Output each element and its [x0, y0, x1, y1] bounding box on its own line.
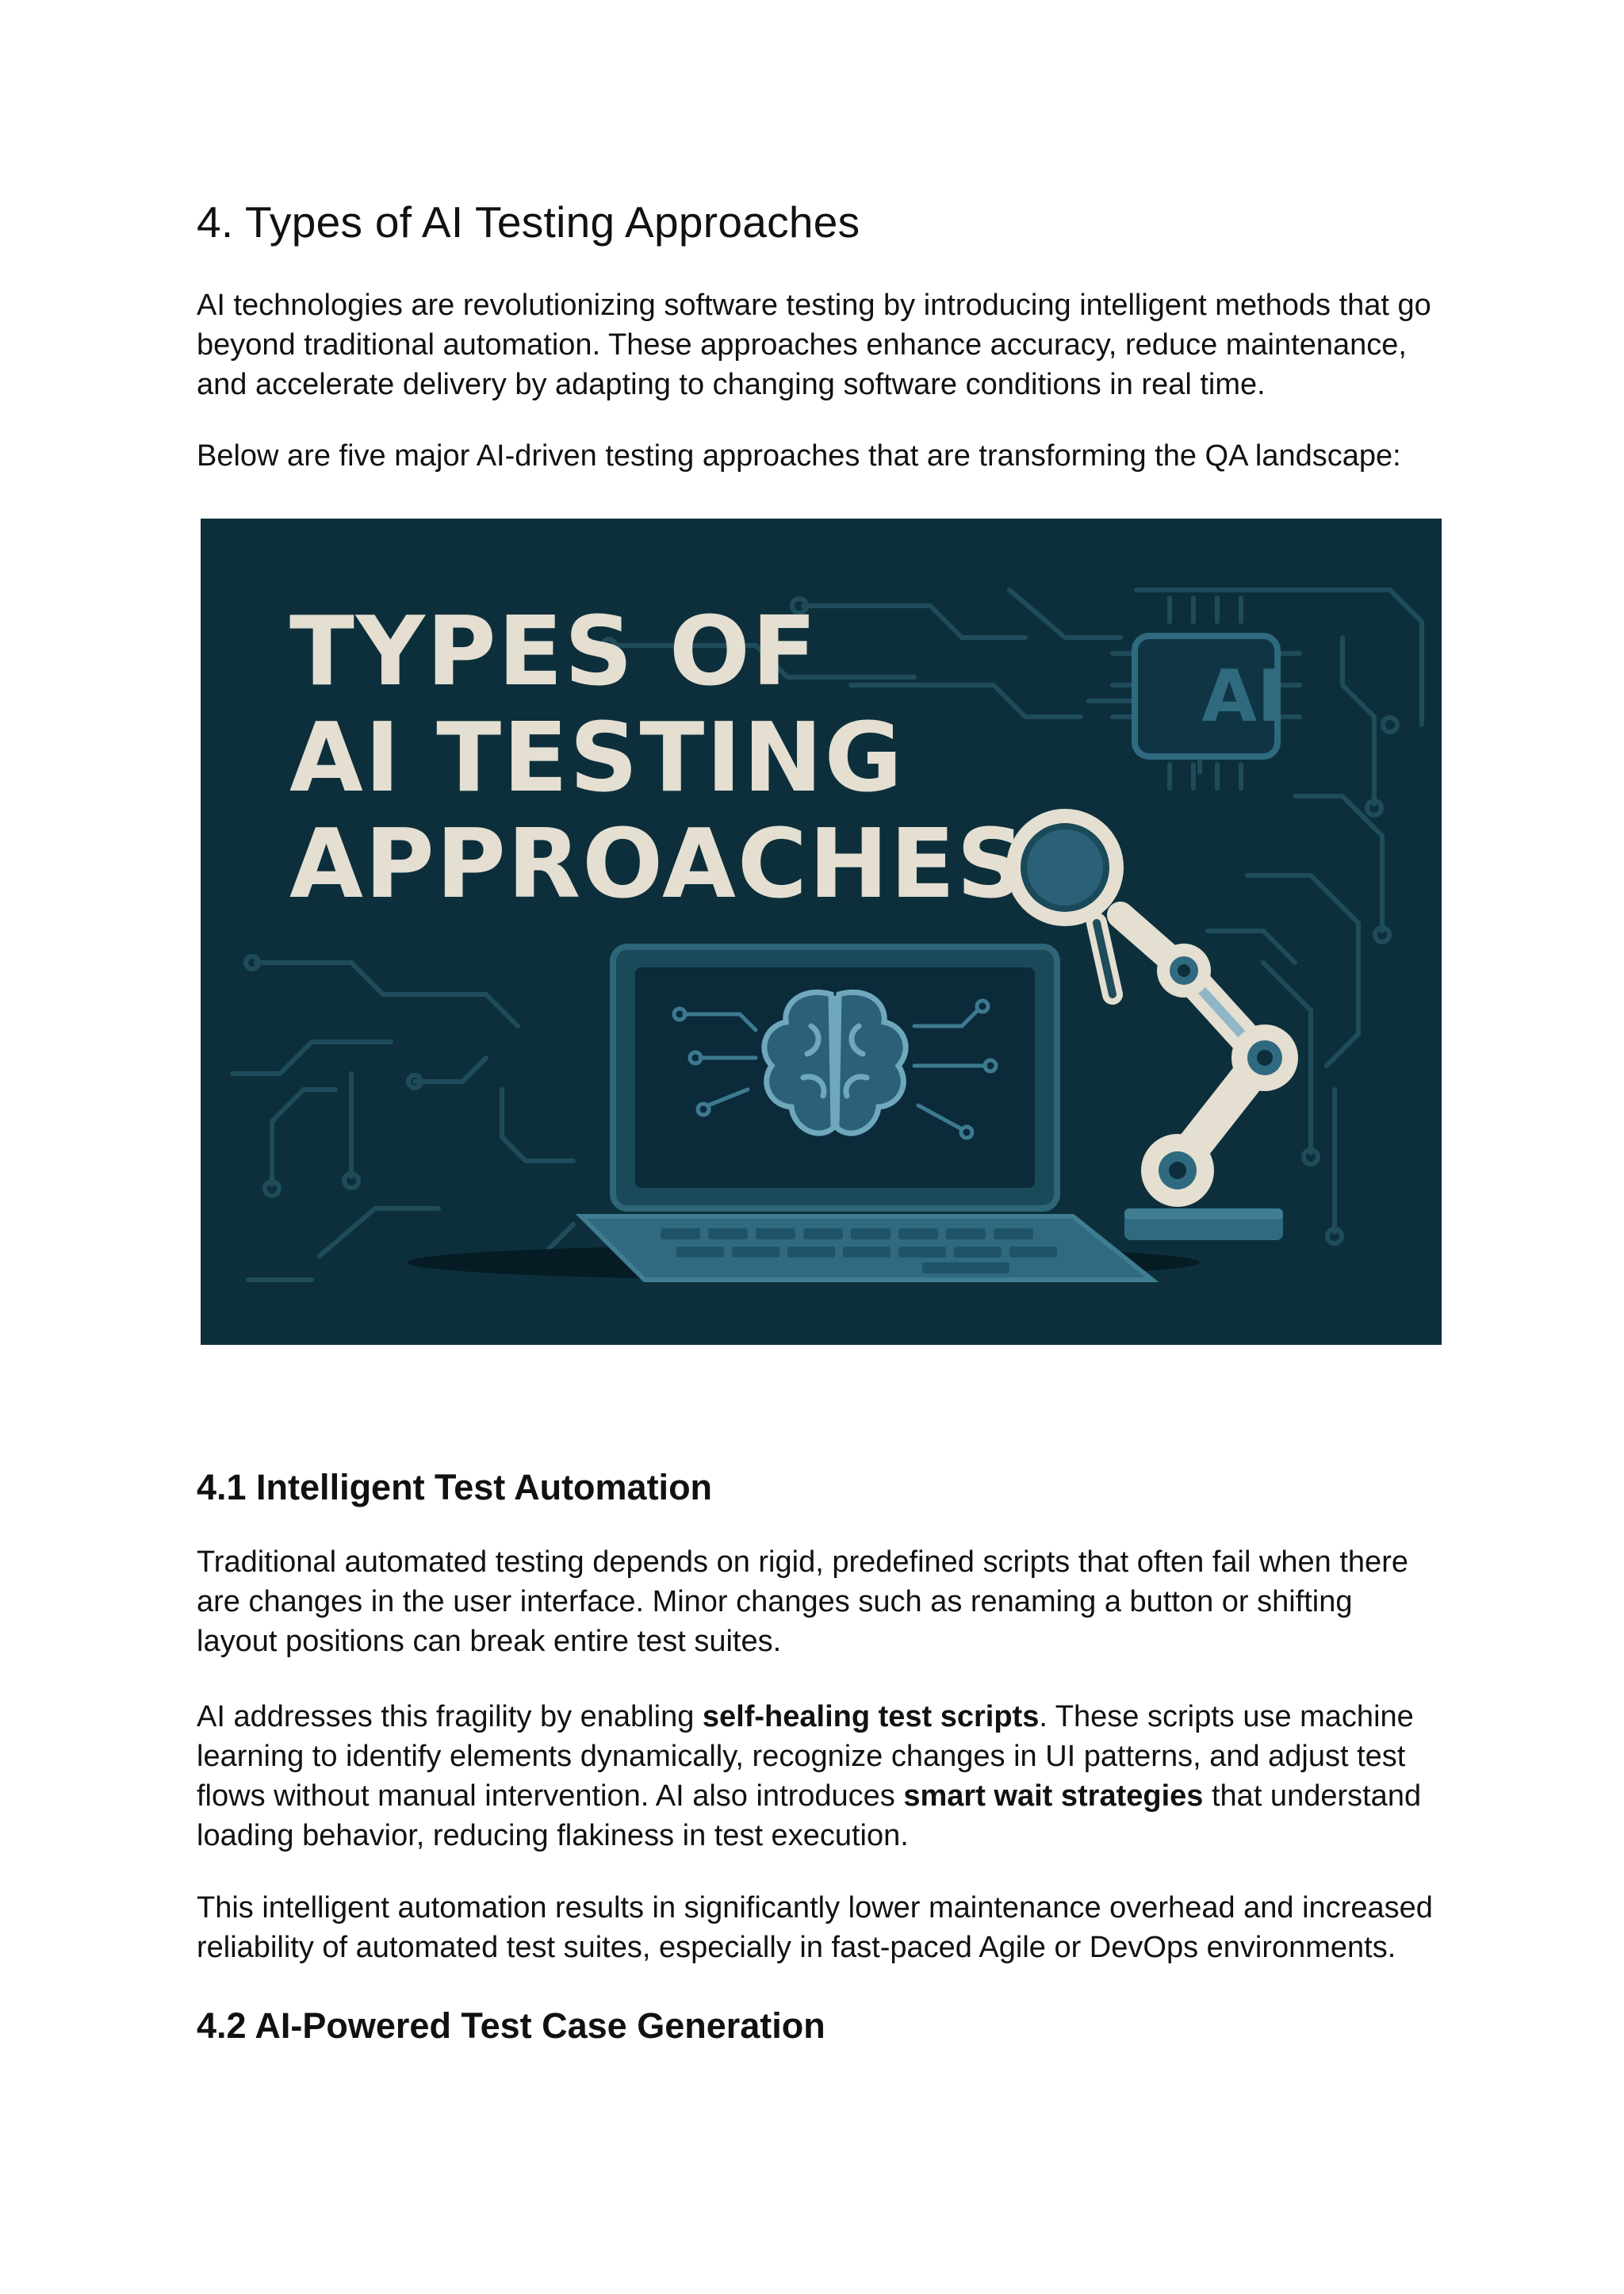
hero-illustration	[201, 519, 1442, 1345]
hero-title-line-3: APPROACHES	[289, 810, 1027, 920]
bold-self-healing: self-healing test scripts	[702, 1700, 1040, 1733]
ai-chip-label: AI	[1201, 655, 1284, 738]
hero-title-line-2: AI TESTING	[289, 703, 904, 814]
subsection-title-4-1: 4.1 Intelligent Test Automation	[197, 1467, 713, 1507]
subsection-4-1-paragraph-3: This intelligent automation results in significantly lower maintenance overhead and increased reliability of automated test suites, especially in fast-paced Agile or DevOps environments.	[197, 1891, 1433, 1964]
lead-in-paragraph: Below are five major AI-driven testing approaches that are transforming the QA landscape:	[197, 439, 1401, 473]
intro-paragraph: AI technologies are revolutionizing software testing by introducing intelligent methods that go beyond traditional automation. These approaches enhance accuracy, reduce maintenance, and accelerate delivery by adapting to changing software conditions in real time.	[197, 289, 1431, 401]
subsection-4-1-paragraph-1: Traditional automated testing depends on rigid, predefined scripts that often fail when there are changes in the user interface. Minor changes such as renaming a button or shifting layout positions can break entire test suites.	[197, 1545, 1408, 1658]
p2-text-middle: . These scripts use machine learning to identify elements dynamically, recognize changes in UI patterns, and adjust test flows without manual intervention. AI also introduces	[197, 1700, 1414, 1813]
p2-text-start: AI addresses this fragility by enabling	[197, 1700, 703, 1733]
bold-smart-wait: smart wait strategies	[903, 1779, 1204, 1813]
p2-text-end: that understand loading behavior, reducing flakiness in test execution.	[197, 1779, 1422, 1852]
subsection-title-4-2: 4.2 AI-Powered Test Case Generation	[197, 2005, 825, 2046]
section-title: 4. Types of AI Testing Approaches	[197, 197, 860, 247]
subsection-4-1-paragraph-2	[197, 1697, 1438, 1855]
hero-title	[289, 599, 1027, 918]
hero-title-line-1: TYPES OF	[289, 597, 818, 707]
